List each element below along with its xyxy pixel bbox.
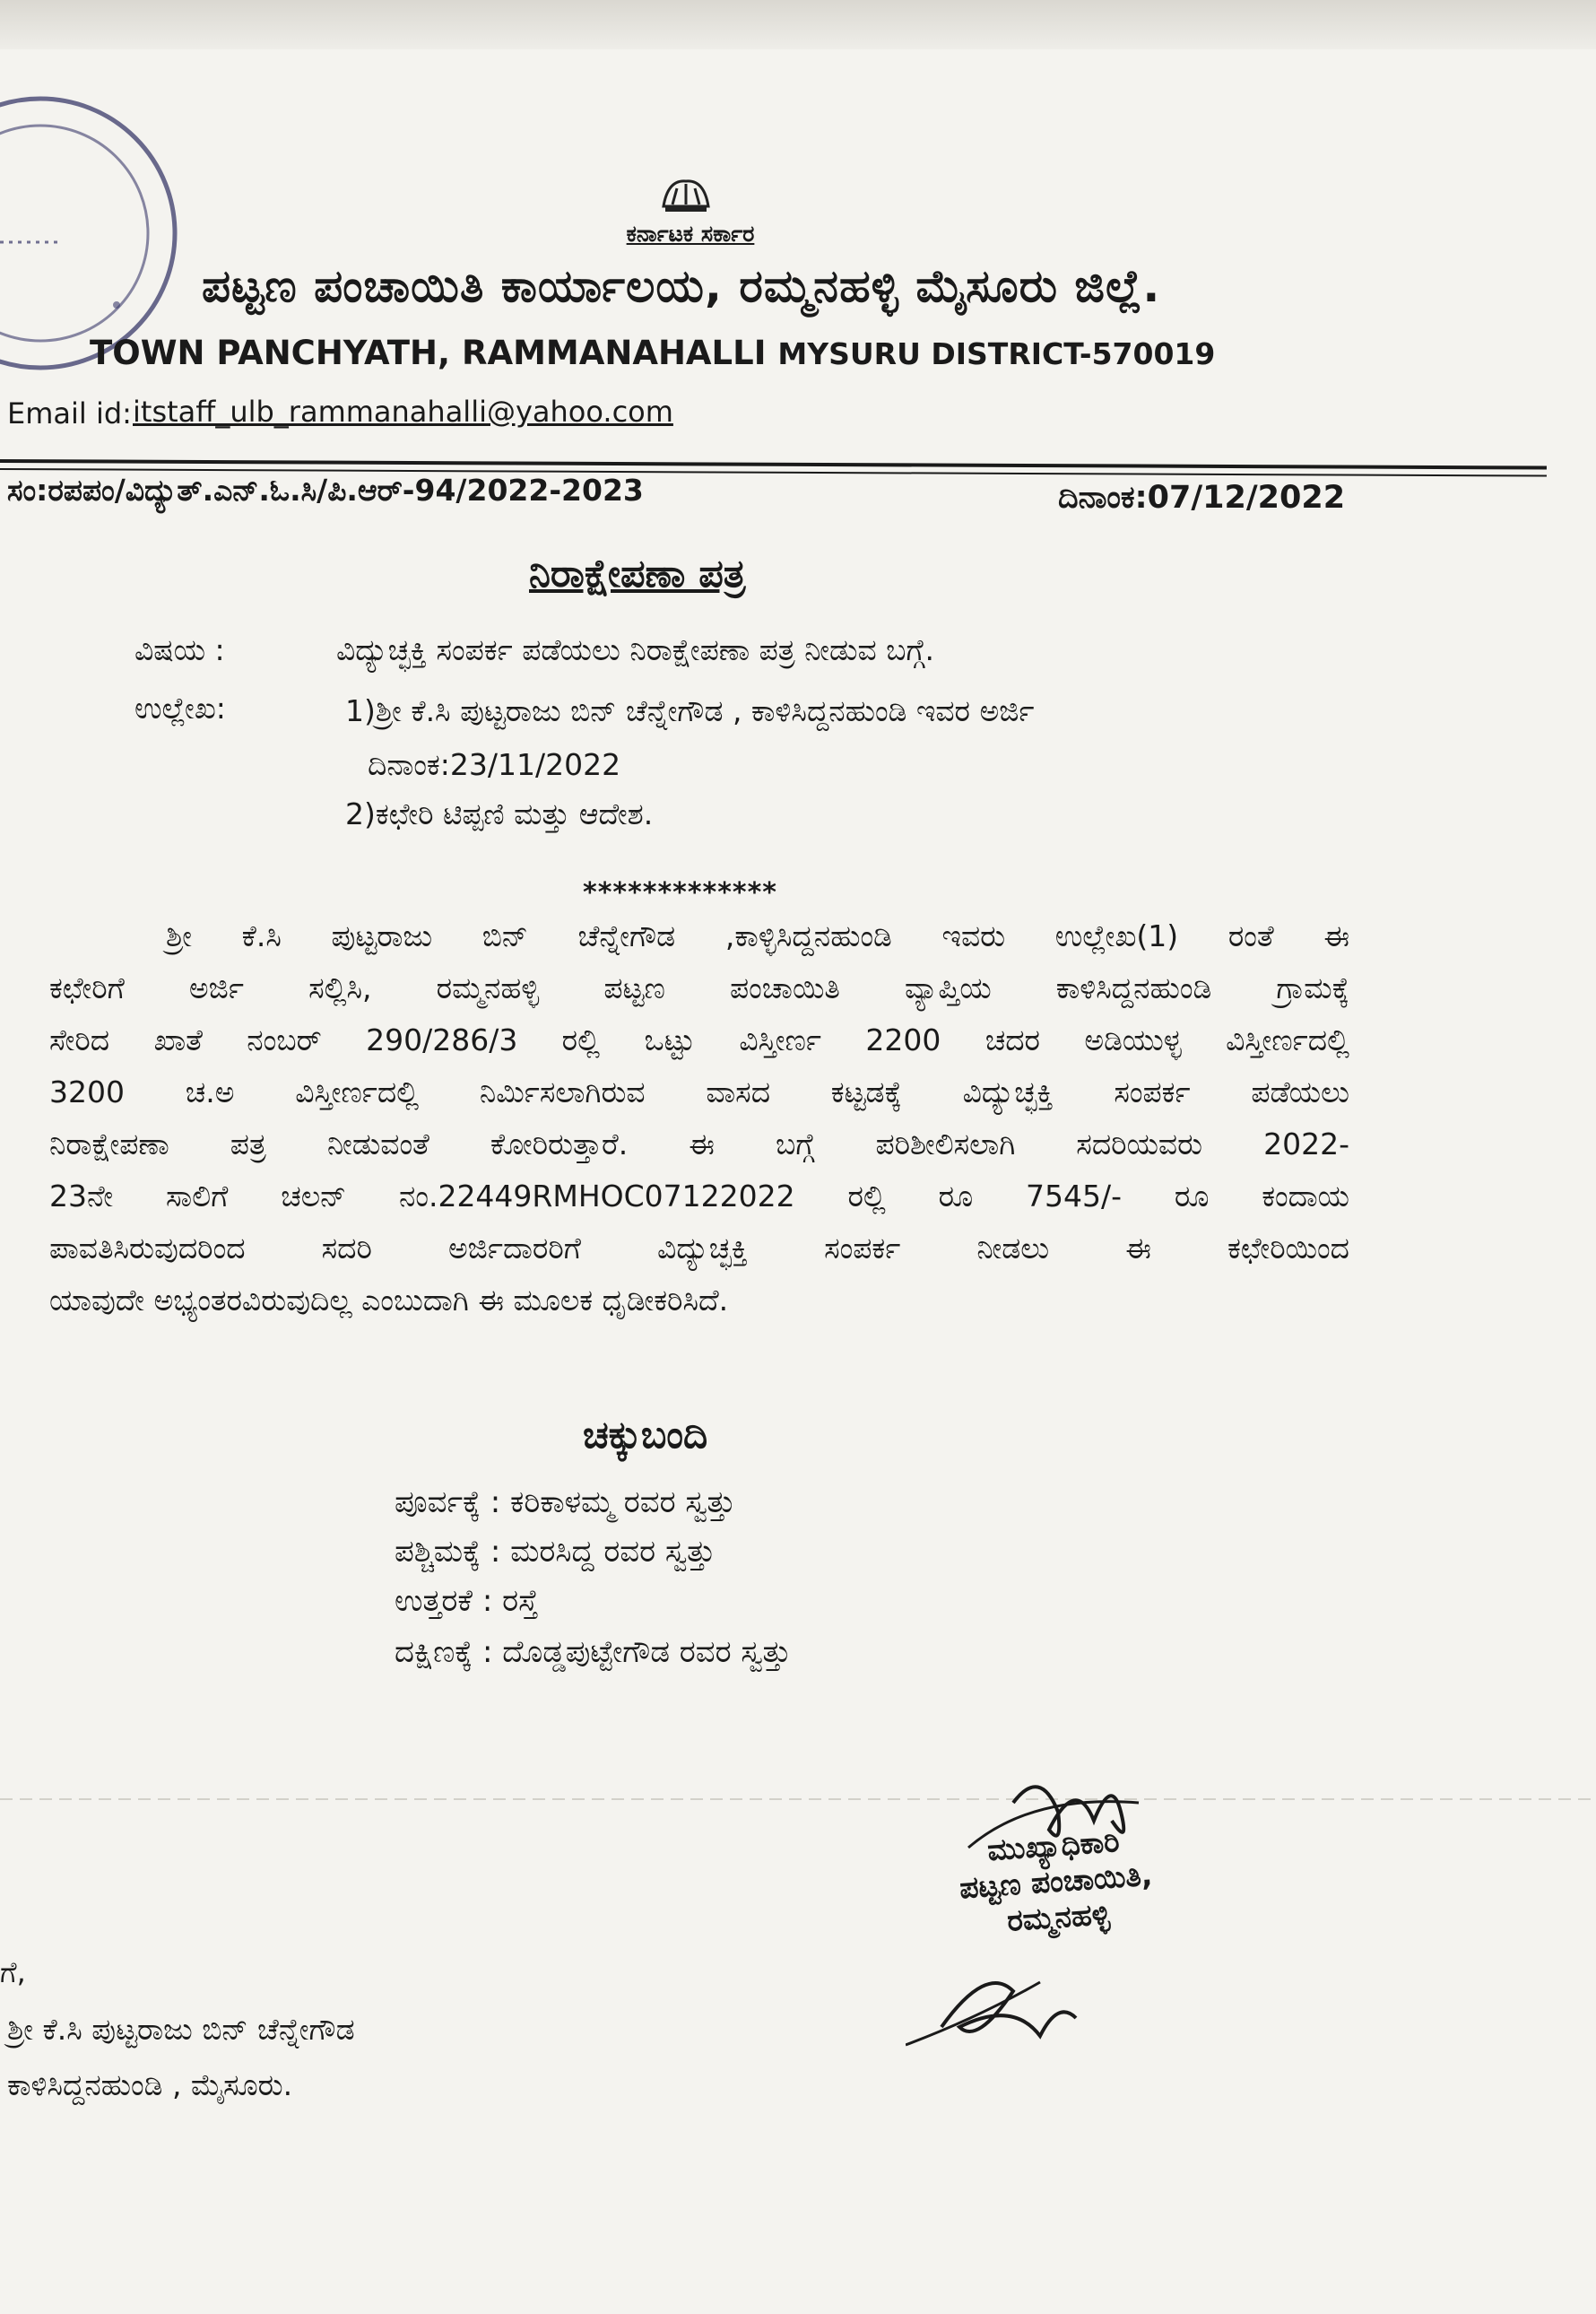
signatory-block [956,1822,1156,1943]
letter-date: ದಿನಾಂಕ:07/12/2022 [1058,480,1346,516]
subject-label: ವಿಷಯ : [134,632,225,667]
letter-heading: ನಿರಾಕ್ಷೇಪಣಾ ಪತ್ರ [529,552,746,596]
signatory-designation: ಮುಖ್ಯಾಧಿಕಾರಿ [986,1823,1121,1868]
office-title-kannada: ಪಟ್ಟಣ ಪಂಚಾಯಿತಿ ಕಾರ್ಯಾಲಯ, ರಮ್ಮನಹಳ್ಳಿ ಮೈಸೂರು ಜಿಲ್ಲೆ. [202,260,1161,312]
reference-number: ಸಂ:ರಪಪಂ/ವಿದ್ಯುತ್.ಎನ್.ಓ.ಸಿ/ಪಿ.ಆರ್-94/2022-2023 [7,473,644,508]
body-line: 23ನೇ ಸಾಲಿಗೆ ಚಲನ್ ನಂ.22449RMHOC07122022 ರಲ್ಲಿ ರೂ 7545/- ರೂ ಕಂದಾಯ [49,1179,1349,1214]
subject-text: ವಿದ್ಯುಚ್ಛಕ್ತಿ ಸಂಪರ್ಕ ಪಡೆಯಲು ನಿರಾಕ್ಷೇಪಣಾ ಪತ್ರ ನೀಡುವ ಬಗ್ಗೆ. [336,632,935,667]
recipient-name: ಶ್ರೀ ಕೆ.ಸಿ ಪುಟ್ಟರಾಜು ಬಿನ್ ಚೆನ್ನೇಗೌಡ [7,2012,355,2047]
email-address: itstaff_ulb_rammanahalli@yahoo.com [133,395,673,429]
body-line: ಕಛೇರಿಗೆ ಅರ್ಜಿ ಸಲ್ಲಿಸಿ, ರಮ್ಮನಹಳ್ಳಿ ಪಟ್ಟಣ ಪಂಚಾಯಿತಿ ವ್ಯಾಪ್ತಿಯ ಕಾಳಿಸಿದ್ದನಹುಂಡಿ ಗ್ರಾಮಕ್ಕೆ [49,970,1349,1005]
body-line: ಪಾವತಿಸಿರುವುದರಿಂದ ಸದರಿ ಅರ್ಜಿದಾರರಿಗೆ ವಿದ್ಯುಚ್ಛಕ್ತಿ ಸಂಪರ್ಕ ನೀಡಲು ಈ ಕಛೇರಿಯಿಂದ [49,1231,1349,1266]
body-line: 3200 ಚ.ಅ ವಿಸ್ತೀರ್ಣದಲ್ಲಿ ನಿರ್ಮಿಸಲಾಗಿರುವ ವಾಸದ ಕಟ್ಟಡಕ್ಕೆ ವಿದ್ಯುಚ್ಛಕ್ತಿ ಸಂಪರ್ಕ ಪಡೆಯಲು [49,1074,1349,1109]
signatory-place: ರಮ್ಮನಹಳ್ಳಿ [1005,1895,1111,1938]
government-label: ಕರ್ನಾಟಕ ಸರ್ಕಾರ [626,221,755,247]
recipient-prefix: ಗೆ, [0,1955,26,1989]
office-name-english: TOWN PANCHYATH, RAMMANAHALLI [90,334,767,372]
signatory-office: ಪಟ್ಟಣ ಪಂಚಾಯಿತಿ, [958,1857,1154,1906]
reference-item-1-date: ದಿನಾಂಕ:23/11/2022 [368,747,621,782]
body-line: ಸೇರಿದ ಖಾತೆ ನಂಬರ್ 290/286/3 ರಲ್ಲಿ ಒಟ್ಟು ವಿಸ್ತೀರ್ಣ 2200 ಚದರ ಅಡಿಯುಳ್ಳ ವಿಸ್ತೀರ್ಣದಲ್ಲಿ [49,1022,1349,1057]
header-rule [0,459,1547,470]
body-line: ಶ್ರೀ ಕೆ.ಸಿ ಪುಟ್ಟರಾಜು ಬಿನ್ ಚೆನ್ನೇಗೌಡ ,ಕಾಳ್ಳಿಸಿದ್ದನಹುಂಡಿ ಇವರು ಉಲ್ಲೇಖ(1) ರಂತೆ ಈ [166,918,1349,953]
boundary-north: ಉತ್ತರಕೆ : ರಸ್ತೆ [395,1583,539,1619]
reference-item-2: 2)ಕಛೇರಿ ಟಿಪ್ಪಣಿ ಮತ್ತು ಆದೇಶ. [345,796,654,831]
boundary-west: ಪಶ್ಚಿಮಕ್ಕೆ : ಮರಸಿದ್ದ ರವರ ಸ್ವತ್ತು [395,1534,716,1570]
separator: ************* [583,877,777,909]
scan-shadow [0,0,1596,49]
recipient-address: ಕಾಳಿಸಿದ್ದನಹುಂಡಿ , ಮೈಸೂರು. [7,2067,293,2102]
body-line: ನಿರಾಕ್ಷೇಪಣಾ ಪತ್ರ ನೀಡುವಂತೆ ಕೋರಿರುತ್ತಾರೆ. ಈ ಬಗ್ಗೆ ಪರಿಶೀಲಿಸಲಾಗಿ ಸದರಿಯವರು 2022- [49,1127,1349,1161]
references-label: ಉಲ್ಲೇಖ: [134,691,226,726]
letter-body [49,910,1349,1327]
district-pincode: MYSURU DISTRICT-570019 [777,336,1216,371]
office-title-english [90,334,1215,372]
body-line: ಯಾವುದೇ ಅಭ್ಯಂತರವಿರುವುದಿಲ್ಲ ಎಂಬುದಾಗಿ ಈ ಮೂಲಕ ಧೃಡೀಕರಿಸಿದೆ. [49,1283,729,1318]
boundary-east: ಪೂರ್ವಕ್ಕೆ : ಕರಿಕಾಳಮ್ಮ ರವರ ಸ್ವತ್ತು [395,1484,736,1520]
state-emblem-icon [655,170,717,215]
reference-item-1: 1)ಶ್ರೀ ಕೆ.ಸಿ ಪುಟ್ಟರಾಜು ಬಿನ್ ಚೆನ್ನೇಗೌಡ , ಕಾಳಿಸಿದ್ದನಹುಂಡಿ ಇವರ ಅರ್ಜಿ [345,693,1035,728]
page-fold-line [0,1798,1596,1800]
boundaries-title: ಚಕ್ಕುಬಂದಿ [583,1413,708,1457]
email-label: Email id: [7,396,132,431]
boundary-south: ದಕ್ಷಿಣಕ್ಕೆ : ದೊಡ್ಡಪುಟ್ಟೇಗೌಡ ರವರ ಸ್ವತ್ತು [395,1634,792,1670]
